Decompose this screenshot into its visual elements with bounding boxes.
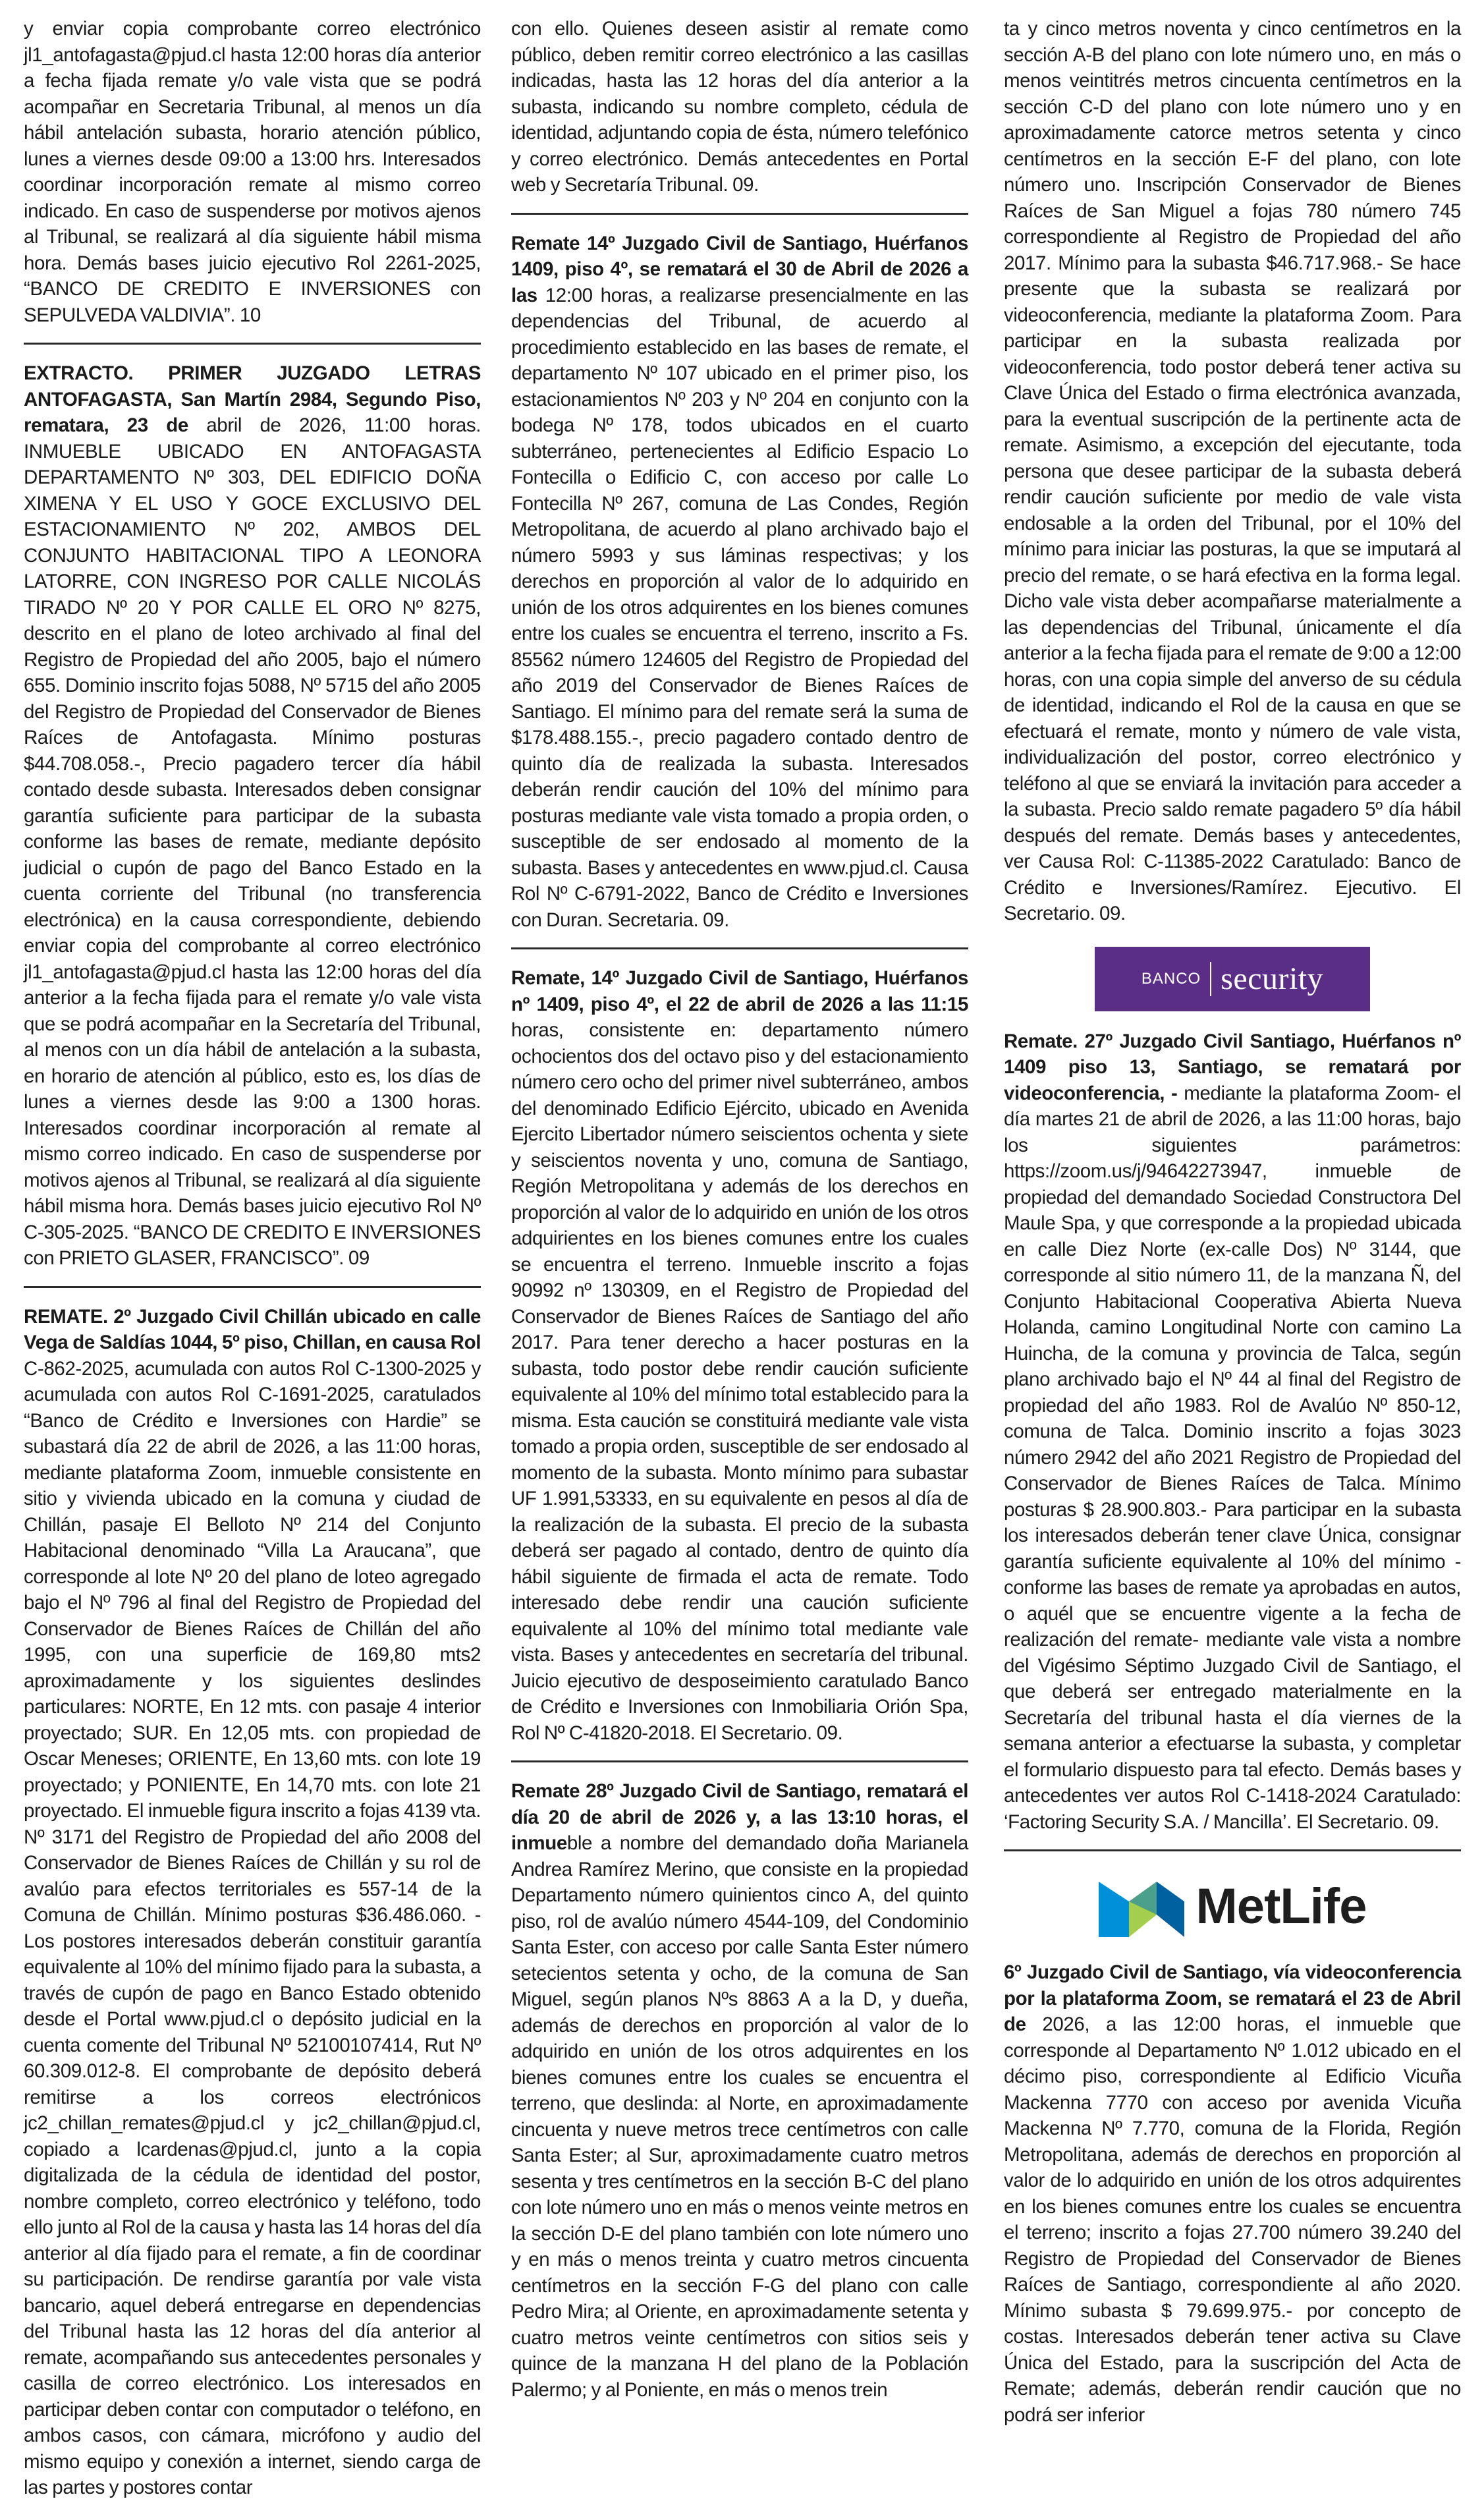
notice-separator bbox=[24, 343, 481, 345]
notice-heading: 6º Juzgado Civil de Santiago, vía videoconferencia por la plataforma Zoom, se rematará el 23 de Abril de bbox=[1004, 1961, 1461, 2035]
notice-text: 2026, a las 12:00 horas, el inmueble que corresponde al Departamento Nº 1.012 ubicado en el décimo piso, correspondiente al Edificio Vicuña Mackenna 7770 con acceso por avenida Vicuña Mackenna Nº 7.770, comuna de la Florida, Región Metropolitana, además de derechos en proporción al valor de lo adquirido en unión de los otros adquirentes en los bienes comunes entre los cuales se encuentra el terreno; inscrito a fojas 27.700 número 39.240 del Registro de Propiedad del Conservador de Bienes Raíces de Santiago, correspondiente al año 2020. Mínimo subasta $ 79.699.975.- por concepto de costas. Interesados deberán tener activa su Clave Única del Estado, para la suscripción del Acta de Remate; además, deberán rendir caución que no podrá ser inferior bbox=[1004, 2013, 1461, 2426]
column-1 bbox=[24, 16, 481, 2498]
notice-text: con ello. Quienes deseen asistir al remate como público, deben remitir correo electrónico a las casillas indicadas, hasta las 12 horas del día anterior a la subasta, indicando su nombre completo, cédula de identidad, adjuntando copia de ésta, número telefónico y correo electrónico. Demás antecedentes en Portal web y Secretaría Tribunal. 09. bbox=[511, 18, 968, 196]
notice-text: C-862-2025, acumulada con autos Rol C-1300-2025 y acumulada con autos Rol C-1691-2025, caratulados “Banco de Crédito e Inversiones con Hardie” se subastará día 22 de abril de 2026, a las 11:00 horas, mediante plataforma Zoom, inmueble consistente en sitio y vivienda ubicado en la comuna y ciudad de Chillán, pasaje El Belloto Nº 214 del Conjunto Habitacional denominado “Villa La Araucana”, que corresponde al lote Nº 20 del plano de loteo agregado bajo el Nº 796 al final del Registro de Propiedad del Conservador de Bienes Raíces de Chillán del año 1995, con una superficie de 169,80 mts2 aproximadamente y los siguientes deslindes particulares: NORTE, En 12 mts. con pasaje 4 interior proyectado; SUR. En 12,05 mts. con propiedad de Oscar Meneses; ORIENTE, En 13,60 mts. con lote 19 proyectado; y PONIENTE, En 14,70 mts. con lote 21 proyectado. El inmueble figura inscrito a fojas 4139 vta. Nº 3171 del Registro de Propiedad del año 2008 del Conservador de Bienes Raíces de Chillán y su rol de avalúo para efectos territoriales es 557-14 de la Comuna de Chillán. Mínimo posturas $36.486.060. - Los postores interesados deberán constituir garantía equivalente al 10% del mínimo fijado para la subasta, a través de cupón de pago en Banco Estado obtenido desde el Portal www.pjud.cl o depósito judicial en la cuenta comente del Tribunal Nº 52100107414, Rut Nº 60.309.012-8. El comprobante de depósito deberá remitirse a los correos electrónicos jc2_chillan_remates@pjud.cl y jc2_chillan@pjud.cl, copiado a lcardenas@pjud.cl, junto a la copia digitalizada de la cédula de identidad del postor, nombre completo, correo electrónico y teléfono, todo ello junto al Rol de la causa y hasta las 14 horas del día anterior al día fijado para el remate, a fin de coordinar su participación. De rendirse garantía por vale vista bancario, aquel deberá entregarse en dependencias del Tribunal hasta las 12 horas del día anterior al remate, acompañando sus antecedentes personales y casilla de correo electrónico. Los interesados en participar deben contar con computador o teléfono, en ambos casos, con cámara, micrófono y audio del mismo equipo y conexión a internet, siendo carga de las partes y postores contar bbox=[24, 1357, 481, 2498]
notice-27-juzgado bbox=[1004, 1028, 1461, 1836]
logo-banco-text: BANCO bbox=[1141, 969, 1201, 988]
metlife-logo bbox=[1087, 1870, 1377, 1942]
notice-heading: EXTRACTO. PRIMER JUZGADO LETRAS ANTOFAGASTA, San Martín 2984, Segundo Piso, rematara, 23 de bbox=[24, 362, 481, 436]
notice-text: horas, consistente en: departamento número ochocientos dos del octavo piso y del estacionamiento número cero ocho del primer nivel subterráneo, ambos del denominado Edificio Ejército, ubicado en Avenida Ejercito Libertador número seiscientos ochenta y siete y seiscientos noventa y uno, comuna de Santiago, Región Metropolitana y además de los derechos en proporción al valor de lo adquirido en unión de los otros adquirientes en los bienes comunes entre los cuales se encuentra el terreno. Inmueble inscrito a fojas 90992 nº 130309, en el Registro de Propiedad del Conservador de Bienes Raíces de Santiago del año 2017. Para tener derecho a hacer posturas en la subasta, todo postor debe rendir caución suficiente equivalente al 10% del mínimo total establecido para la misma. Esta caución se constituirá mediante vale vista tomado a propia orden, susceptible de ser endosado al momento de la subasta. Monto mínimo para subastar UF 1.991,53333, en su equivalente en pesos al día de la realización de la subasta. El precio de la subasta deberá ser pagado al contado, dentro de quinto día hábil siguiente de firmada el acta de remate. Todo interesado debe rendir una caución suficiente equivalente al 10% del mínimo total mediante vale vista. Bases y antecedentes en secretaría del tribunal. Juicio ejecutivo de desposeimiento caratulado Banco de Crédito e Inversiones con Inmobiliaria Orión Spa, Rol Nº C-41820-2018. El Secretario. 09. bbox=[511, 1019, 968, 1744]
notice-separator bbox=[24, 1286, 481, 1288]
notice-antofagasta-continued bbox=[24, 16, 481, 328]
notice-antofagasta-extracto bbox=[24, 360, 481, 1272]
notice-text: abril de 2026, 11:00 horas. INMUEBLE UBICADO EN ANTOFAGASTA DEPARTAMENTO Nº 303, DEL EDIFICIO DOÑA XIMENA Y EL USO Y GOCE EXCLUSIVO DEL ESTACIONAMIENTO Nº 202, AMBOS DEL CONJUNTO HABITACIONAL TIPO A LEONORA LATORRE, CON INGRESO POR CALLE NICOLÁS TIRADO Nº 20 Y POR CALLE EL ORO Nº 8275, descrito en el plano de loteo archivado al final del Registro de Propiedad del año 2005, bajo el número 655. Dominio inscrito fojas 5088, Nº 5715 del año 2005 del Registro de Propiedad del Conservador de Bienes Raíces de Antofagasta. Mínimo posturas $44.708.058.-, Precio pagadero tercer día hábil contado desde subasta. Interesados deben consignar garantía suficiente para participar de la subasta conforme las bases de remate, mediante depósito judicial o cupón de pago del Banco Estado en la cuenta corriente del Tribunal (no transferencia electrónica) en la causa correspondiente, debiendo enviar copia del comprobante al correo electrónico jl1_antofagasta@pjud.cl hasta las 12:00 horas del día anterior a la fecha fijada para el remate y/o vale vista que se podrá acompañar en la Secretaría del Tribunal, al menos con un día hábil de antelación a la subasta, en horario de atención al público, esto es, los días de lunes a viernes desde las 9:00 a 1300 horas. Interesados coordinar incorporación al remate al mismo correo indicado. En caso de suspenderse por motivos ajenos al Tribunal, se realizará al día siguiente hábil misma hora. Demás bases juicio ejecutivo Rol Nº C-305-2025. “BANCO DE CREDITO E INVERSIONES con PRIETO GLASER, FRANCISCO”. 09 bbox=[24, 414, 481, 1269]
notice-text: 12:00 horas, a realizarse presencialmente en las dependencias del Tribunal, de acuerdo al procedimiento establecido en las bases de remate, el departamento Nº 107 ubicado en el primer piso, los estacionamientos Nº 203 y Nº 204 en conjunto con la bodega Nº 178, todos ubicados en el cuarto subterráneo, pertenecientes al Edificio Espacio Lo Fontecilla o Edificio C, con acceso por calle Lo Fontecilla Nº 267, comuna de Las Condes, Región Metropolitana, de acuerdo al plano archivado bajo el número 5993 y sus láminas respectivas; y los derechos en proporción al valor de lo adquirido en unión de los otros adquirentes en los bienes comunes entre los cuales se encuentra el terreno, inscrito a Fs. 85562 número 124605 del Registro de Propiedad del año 2019 del Conservador de Bienes Raíces de Santiago. El mínimo para del remate será la suma de $178.488.155.-, precio pagadero contado dentro de quinto día de realizada la subasta. Interesados deberán rendir caución del 10% del mínimo para posturas mediante vale vista tomado a propia orden, o susceptible de ser endosado al momento de la subasta. Bases y antecedentes en www.pjud.cl. Causa Rol Nº C-6791-2022, Banco de Crédito e Inversiones con Duran. Secretaria. 09. bbox=[511, 284, 968, 931]
notice-14-juzgado-30-abril bbox=[511, 231, 968, 934]
notice-14-juzgado-22-abril bbox=[511, 965, 968, 1746]
notice-heading: REMATE. 2º Juzgado Civil Chillán ubicado en calle Vega de Saldías 1044, 5º piso, Chillan, en causa Rol bbox=[24, 1305, 481, 1353]
notice-separator bbox=[511, 947, 968, 949]
banco-security-logo bbox=[1095, 947, 1370, 1011]
notice-heading: Remate 28º Juzgado Civil de Santiago, rematará el día 20 de abril de 2026 y, a las 13:10 horas, el inmue bbox=[511, 1780, 968, 1854]
notice-text: mediante la plataforma Zoom- el día martes 21 de abril de 2026, a las 11:00 horas, bajo los siguientes parámetros: https://zoom.us/j/94642273947, inmueble de propiedad del demandado Sociedad Constructora Del Maule Spa, y que corresponde a la propiedad ubicada en calle Diez Norte (ex-calle Dos) Nº 3144, que corresponde al sitio número 11, de la manzana Ñ, del Conjunto Habitacional Cooperativa Abierta Nueva Holanda, camino Longitudinal Norte con camino La Huincha, de la comuna y provincia de Talca, según plano archivado bajo el Nº 44 al final del Registro de propiedad del año 1983. Rol de Avalúo Nº 850-12, comuna de Talca. Dominio inscrito a fojas 3023 número 2942 del año 2021 Registro de Propiedad del Conservador de Bienes Raíces de Talca. Mínimo posturas $ 28.900.803.- Para participar en la subasta los interesados deberán tener clave Única, consignar garantía suficiente equivalente al 10% del mínimo -conforme las bases de remate ya aprobadas en autos, o aquél que se encuentre vigente a la fecha de realización del remate- mediante vale vista a nombre del Vigésimo Séptimo Juzgado Civil de Santiago, el que deberá ser entregado materialmente en la Secretaría del tribunal hasta el día viernes de la semana anterior a efectuarse la subasta, y completar el formulario dispuesto para tal efecto. Demás bases y antecedentes ver autos Rol C-1418-2024 Caratulado: ‘Factoring Security S.A. / Mancilla’. El Secretario. 09. bbox=[1004, 1082, 1461, 1833]
notice-text: y enviar copia comprobante correo electrónico jl1_antofagasta@pjud.cl hasta 12:00 horas día anterior a fecha fijada remate y/o vale vista que se podrá acompañar en Secretaria Tribunal, al menos un día hábil antelación subasta, horario atención público, lunes a viernes desde 09:00 a 13:00 hrs. Interesados coordinar incorporación remate al mismo correo indicado. En caso de suspenderse por motivos ajenos al Tribunal, se realizará al día siguiente hábil misma hora. Demás bases juicio ejecutivo Rol 2261-2025, “BANCO DE CREDITO E INVERSIONES con SEPULVEDA VALDIVIA”. 10 bbox=[24, 18, 481, 326]
logo-divider bbox=[1210, 962, 1211, 996]
notice-separator bbox=[1004, 1849, 1461, 1851]
column-3 bbox=[1004, 16, 1461, 2426]
notice-chillan bbox=[24, 1304, 481, 2501]
notice-text: ta y cinco metros noventa y cinco centímetros en la sección A-B del plano con lote número uno, en más o menos veintitrés metros cincuenta centímetros en la sección C-D del plano con lote número uno y en aproximadamente catorce metros setenta y cinco centímetros en la sección E-F del plano, con lote número uno. Inscripción Conservador de Bienes Raíces de San Miguel a fojas 780 número 745 correspondiente al Registro de Propiedad del año 2017. Mínimo para la subasta $46.717.968.- Se hace presente que la subasta se realizará por videoconferencia, mediante la plataforma Zoom. Para participar en la subasta realizada por videoconferencia, todo postor deberá tener activa su Clave Única del Estado o firma electrónica avanzada, para la eventual suscripción de la pertinente acta de remate. Asimismo, a excepción del ejecutante, toda persona que desee participar de la subasta deberá rendir caución suficiente por medio de vale vista endosable a la orden del Tribunal, por el 10% del mínimo para iniciar las posturas, la que se imputará al precio del remate, o se hará efectiva en la forma legal. Dicho vale vista deber acompañarse materialmente a las dependencias del Tribunal, únicamente el día anterior a la fecha fijada para el remate de 9:00 a 12:00 horas, con una copia simple del anverso de su cédula de identidad, indicando el Rol de la causa en que se efectuará el remate, monto y número de vale vista, individualización del postor, correo electrónico y teléfono al que se enviará la invitación para acceder a la subasta. Precio saldo remate pagadero 5º día hábil después del remate. Demás bases y antecedentes, ver Causa Rol: C-11385-2022 Caratulado: Banco de Crédito e Inversiones/Ramírez. Ejecutivo. El Secretario. 09. bbox=[1004, 18, 1461, 924]
notice-28-juzgado bbox=[511, 1778, 968, 2403]
notice-heading: Remate, 14º Juzgado Civil de Santiago, Huérfanos nº 1409, piso 4º, el 22 de abril de 2026 a las 11:15 bbox=[511, 967, 968, 1015]
metlife-m-icon bbox=[1099, 1875, 1184, 1937]
column-2 bbox=[511, 16, 968, 2401]
notice-separator bbox=[511, 213, 968, 215]
notice-chillan-continued bbox=[511, 16, 968, 198]
notice-28-juzgado-continued bbox=[1004, 16, 1461, 927]
notice-heading: Remate 14º Juzgado Civil de Santiago, Huérfanos 1409, piso 4º, se rematará el 30 de Abril de 2026 a las bbox=[511, 232, 968, 306]
notice-heading: Remate. 27º Juzgado Civil Santiago, Huérfanos nº 1409 piso 13, Santiago, se rematará por videoconferencia, - bbox=[1004, 1030, 1461, 1104]
notice-text: ble a nombre del demandado doña Marianela Andrea Ramírez Merino, que consiste en la propiedad Departamento número quinientos cinco A, del quinto piso, rol de avalúo número 4544-109, del Condominio Santa Ester, con acceso por calle Santa Ester número setecientos setenta y ocho, de la comuna de San Miguel, según planos Nºs 8863 A a la D, y dueña, además de derechos en proporción al valor de lo adquirido en unión de los otros adquirentes en los bienes comunes entre los cuales se encuentra el terreno, que deslinda: al Norte, en aproximadamente cincuenta y nueve metros trece centímetros con calle Santa Ester; al Sur, aproximadamente cuatro metros sesenta y tres centímetros en la sección B-C del plano con lote número uno en más o menos veinte metros en la sección D-E del plano también con lote número uno y en más o menos treinta y cuatro metros cincuenta centímetros en la sección F-G del plano con calle Pedro Mira; al Oriente, en aproximadamente setenta y cuatro metros veinte centímetros con sitios seis y quince de la manzana H del plano de la Población Palermo; y al Poniente, en más o menos trein bbox=[511, 1832, 968, 2401]
notice-separator bbox=[511, 1760, 968, 1762]
logo-security-text: security bbox=[1221, 961, 1324, 996]
metlife-wordmark: MetLife bbox=[1195, 1878, 1367, 1934]
notice-6-juzgado bbox=[1004, 1959, 1461, 2428]
